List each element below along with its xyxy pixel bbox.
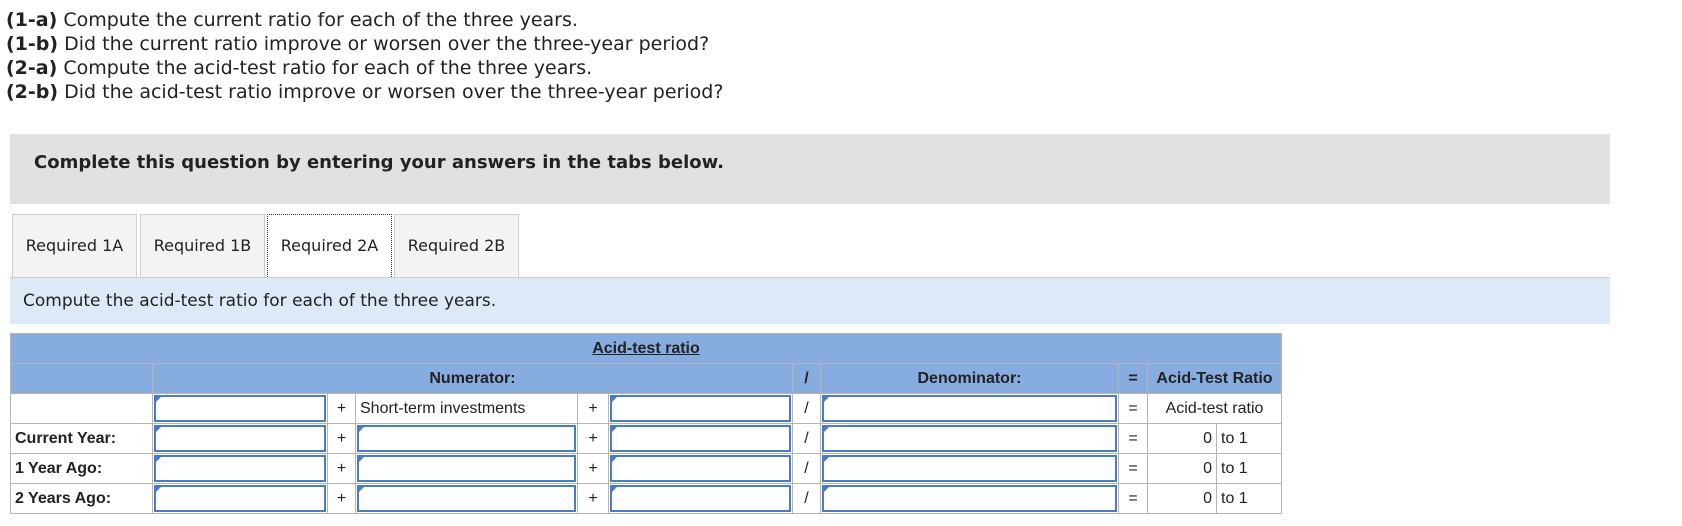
result-label: Acid-test ratio — [1148, 394, 1282, 424]
equals-sign: = — [1119, 394, 1148, 424]
year-ago-numerator-2-input[interactable] — [357, 455, 576, 482]
tab-instruction — [10, 278, 1610, 324]
denominator-header: Denominator: — [821, 364, 1119, 394]
tab-required-1a[interactable]: Required 1A — [12, 214, 137, 278]
ratio-suffix: to 1 — [1217, 484, 1282, 514]
year-ago-denominator-input[interactable] — [822, 455, 1117, 482]
two-years-ago-numerator-2-input[interactable] — [357, 485, 576, 512]
denominator-cell — [821, 454, 1119, 484]
ratio-suffix: to 1 — [1217, 424, 1282, 454]
row-label: 2 Years Ago: — [11, 484, 153, 514]
row-label — [11, 394, 153, 424]
question-list — [6, 8, 723, 104]
ratio-value: 0 — [1148, 454, 1217, 484]
two-years-ago-numerator-1-input[interactable] — [154, 485, 326, 512]
numerator-2-cell — [356, 484, 578, 514]
numerator-2-cell — [356, 454, 578, 484]
plus-sign: + — [328, 454, 356, 484]
plus-sign: + — [328, 424, 356, 454]
question-2b: (2-b) Did the acid-test ratio improve or worsen over the three-year period? — [6, 81, 724, 103]
plus-sign: + — [578, 424, 609, 454]
tab-instruction-text: Compute the acid-test ratio for each of the three years. — [23, 291, 497, 311]
year-ago-numerator-1-input[interactable] — [154, 455, 326, 482]
plus-sign: + — [578, 454, 609, 484]
current-year-numerator-2-input[interactable] — [357, 425, 576, 452]
denominator-label-input[interactable] — [822, 395, 1117, 422]
two-years-ago-numerator-3-input[interactable] — [610, 485, 791, 512]
question-1a: (1-a) Compute the current ratio for each of the three years. — [6, 9, 578, 31]
tab-required-2b[interactable]: Required 2B — [394, 214, 519, 278]
equals-sign: = — [1119, 424, 1148, 454]
numerator-label-3-cell — [609, 394, 793, 424]
equals-sign: = — [1119, 454, 1148, 484]
plus-sign: + — [578, 484, 609, 514]
divide-sign: / — [793, 394, 821, 424]
equals-sign: = — [1119, 484, 1148, 514]
divide-header: / — [793, 364, 821, 394]
numerator-header: Numerator: — [153, 364, 793, 394]
year-ago-numerator-3-input[interactable] — [610, 455, 791, 482]
current-year-numerator-3-input[interactable] — [610, 425, 791, 452]
plus-sign: + — [328, 394, 356, 424]
acid-test-ratio-table — [10, 333, 1282, 514]
current-year-denominator-input[interactable] — [822, 425, 1117, 452]
ratio-value: 0 — [1148, 424, 1217, 454]
tab-required-1b[interactable]: Required 1B — [140, 214, 265, 278]
plus-sign: + — [578, 394, 609, 424]
table-row-labels — [11, 394, 1282, 424]
question-1b: (1-b) Did the current ratio improve or worsen over the three-year period? — [6, 33, 710, 55]
short-term-investments-label: Short-term investments — [356, 394, 578, 424]
row-label: Current Year: — [11, 424, 153, 454]
ratio-value: 0 — [1148, 484, 1217, 514]
numerator-3-cell — [609, 484, 793, 514]
instruction-banner — [10, 134, 1610, 204]
row-label: 1 Year Ago: — [11, 454, 153, 484]
numerator-3-cell — [609, 454, 793, 484]
result-header: Acid-Test Ratio — [1148, 364, 1282, 394]
tab-required-2a[interactable]: Required 2A — [267, 214, 392, 279]
equals-header: = — [1119, 364, 1148, 394]
table-row — [11, 484, 1282, 514]
plus-sign: + — [328, 484, 356, 514]
table-title: Acid-test ratio — [11, 334, 1282, 364]
numerator-label-1-cell — [153, 394, 328, 424]
numerator-label-1-input[interactable] — [154, 395, 326, 422]
numerator-label-3-input[interactable] — [610, 395, 791, 422]
table-row — [11, 424, 1282, 454]
denominator-label-cell — [821, 394, 1119, 424]
denominator-cell — [821, 424, 1119, 454]
numerator-1-cell — [153, 424, 328, 454]
current-year-numerator-1-input[interactable] — [154, 425, 326, 452]
instruction-text: Complete this question by entering your answers in the tabs below. — [34, 152, 724, 173]
numerator-1-cell — [153, 484, 328, 514]
numerator-2-cell — [356, 424, 578, 454]
header-blank — [11, 364, 153, 394]
numerator-3-cell — [609, 424, 793, 454]
two-years-ago-denominator-input[interactable] — [822, 485, 1117, 512]
divide-sign: / — [793, 484, 821, 514]
ratio-suffix: to 1 — [1217, 454, 1282, 484]
divide-sign: / — [793, 454, 821, 484]
table-row — [11, 454, 1282, 484]
numerator-1-cell — [153, 454, 328, 484]
denominator-cell — [821, 484, 1119, 514]
divide-sign: / — [793, 424, 821, 454]
question-2a: (2-a) Compute the acid-test ratio for each of the three years. — [6, 57, 593, 79]
